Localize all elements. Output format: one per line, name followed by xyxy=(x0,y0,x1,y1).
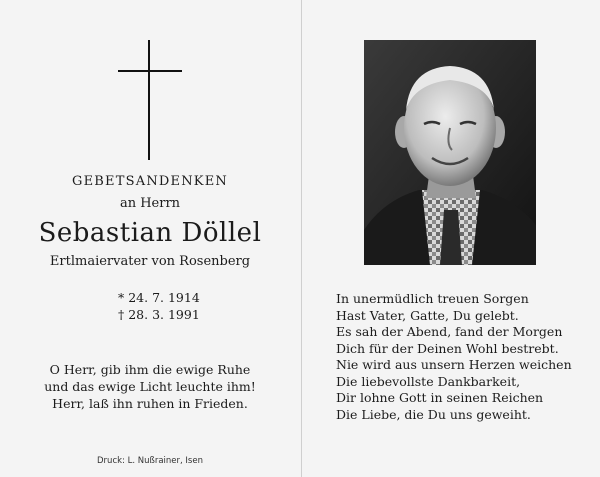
poem xyxy=(336,291,572,423)
prayer-line: O Herr, gib ihm die ewige Ruhe xyxy=(49,362,251,377)
poem-line: Dich für der Deinen Wohl bestrebt. xyxy=(336,340,559,356)
poem-line: Nie wird aus unsern Herzen weichen xyxy=(336,357,572,372)
portrait-photo xyxy=(364,40,536,265)
prayer-line: Herr, laß ihn ruhen in Frieden. xyxy=(52,396,248,411)
death-date: † 28. 3. 1991 xyxy=(118,307,200,322)
prayer-line: und das ewige Licht leuchte ihm! xyxy=(44,379,256,394)
poem-line: Die Liebe, die Du uns geweiht. xyxy=(336,406,531,422)
poem-line: Es sah der Abend, fand der Morgen xyxy=(336,324,563,339)
life-dates xyxy=(118,289,200,323)
deceased-name: Sebastian Döllel xyxy=(38,218,262,248)
salutation: an Herrn xyxy=(119,196,181,211)
poem-line: Hast Vater, Gatte, Du gelebt. xyxy=(336,307,519,323)
poem-line: Dir lohne Gott in seinen Reichen xyxy=(336,390,544,405)
occupation: Ertlmaiervater von Rosenberg xyxy=(49,254,251,269)
poem-line: Die liebevollste Dankbarkeit, xyxy=(336,373,521,389)
birth-date: * 24. 7. 1914 xyxy=(118,290,200,305)
prayer xyxy=(0,361,300,412)
cross-icon xyxy=(118,40,182,160)
printer-credit: Druck: L. Nußrainer, Isen xyxy=(97,456,203,466)
heading: GEBETSANDENKEN xyxy=(72,174,228,189)
poem-line: In unermüdlich treuen Sorgen xyxy=(336,291,529,306)
